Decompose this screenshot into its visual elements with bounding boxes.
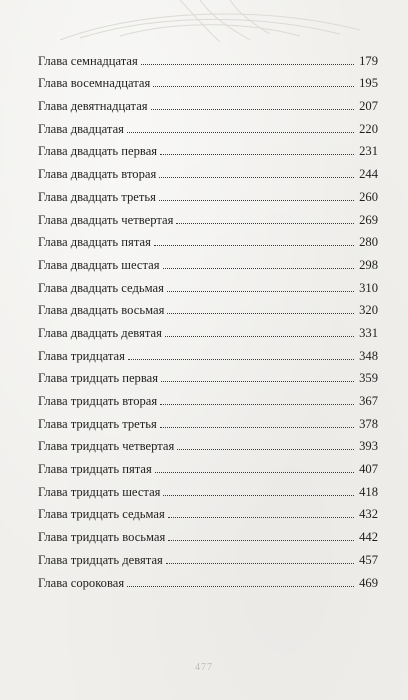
toc-entry-title: Глава девятнадцатая <box>38 99 148 114</box>
toc-entry-page-number: 418 <box>359 484 378 499</box>
dot-leader <box>167 313 354 314</box>
dot-leader <box>168 540 354 541</box>
toc-entry-page-number: 207 <box>359 99 378 114</box>
toc-entry[interactable] <box>38 431 378 454</box>
toc-entry-page-number: 244 <box>359 167 378 182</box>
toc-entry-page-number: 231 <box>359 144 378 159</box>
toc-entry[interactable] <box>38 204 378 227</box>
decorative-feather-ornament <box>0 0 408 42</box>
toc-entry-page-number: 457 <box>359 552 378 567</box>
toc-entry[interactable] <box>38 340 378 363</box>
dot-leader <box>128 359 354 360</box>
dot-leader <box>160 404 354 405</box>
toc-entry[interactable] <box>38 521 378 544</box>
toc-entry-page-number: 359 <box>359 371 378 386</box>
dot-leader <box>160 154 354 155</box>
toc-entry[interactable] <box>38 181 378 204</box>
toc-entry-title: Глава сороковая <box>38 575 125 590</box>
toc-entry-title: Глава тридцать третья <box>38 416 157 431</box>
toc-entry-page-number: 220 <box>359 121 378 136</box>
toc-entry[interactable] <box>38 317 378 340</box>
toc-entry-page-number: 320 <box>359 303 378 318</box>
dot-leader <box>155 472 354 473</box>
toc-entry-page-number: 195 <box>359 76 378 91</box>
dot-leader <box>168 517 354 518</box>
toc-entry-title: Глава тридцать девятая <box>38 552 163 567</box>
toc-entry-title: Глава двадцать третья <box>38 189 156 204</box>
dot-leader <box>160 427 354 428</box>
dot-leader <box>163 495 354 496</box>
toc-entry-page-number: 260 <box>359 189 378 204</box>
toc-entry[interactable] <box>38 272 378 295</box>
toc-entry-title: Глава тридцать первая <box>38 371 159 386</box>
toc-entry-page-number: 378 <box>359 416 378 431</box>
toc-entry[interactable] <box>38 544 378 567</box>
toc-entry-title: Глава тридцать вторая <box>38 394 158 408</box>
toc-entry-page-number: 331 <box>359 325 378 340</box>
toc-entry[interactable] <box>38 363 378 386</box>
toc-entry-title: Глава тридцать седьмая <box>38 507 165 522</box>
toc-entry-title: Глава двадцать вторая <box>38 167 157 182</box>
dot-leader <box>176 223 354 224</box>
toc-entry-title: Глава тридцать восьмая <box>38 530 166 545</box>
toc-entry[interactable] <box>38 408 378 431</box>
toc-entry-title: Глава двадцать седьмая <box>38 280 164 295</box>
dot-leader <box>163 268 354 269</box>
toc-entry-title: Глава семнадцатая <box>38 53 138 68</box>
toc-entry-title: Глава двадцать первая <box>38 144 158 159</box>
toc-entry-page-number: 432 <box>359 507 378 522</box>
table-of-contents <box>38 45 378 590</box>
toc-entry[interactable] <box>38 227 378 250</box>
toc-entry[interactable] <box>38 249 378 272</box>
dot-leader <box>165 336 354 337</box>
toc-entry[interactable] <box>38 158 378 181</box>
toc-entry-page-number: 469 <box>359 575 378 590</box>
toc-entry[interactable] <box>38 453 378 476</box>
toc-entry-page-number: 310 <box>359 280 378 295</box>
toc-entry-title: Глава двадцать восьмая <box>38 303 165 318</box>
dot-leader <box>127 132 354 133</box>
toc-entry[interactable] <box>38 90 378 113</box>
toc-entry[interactable] <box>38 113 378 136</box>
toc-entry-page-number: 367 <box>359 394 378 408</box>
toc-entry-title: Глава двадцать четвертая <box>38 212 174 227</box>
toc-entry-title: Глава тридцатая <box>38 348 125 363</box>
toc-entry[interactable] <box>38 499 378 522</box>
dot-leader <box>141 64 354 65</box>
dot-leader <box>177 449 354 450</box>
dot-leader <box>153 86 354 87</box>
toc-entry[interactable] <box>38 385 378 408</box>
toc-entry-title: Глава тридцать четвертая <box>38 439 175 454</box>
toc-entry-page-number: 179 <box>359 53 378 68</box>
toc-entry-page-number: 298 <box>359 257 378 272</box>
toc-entry-title: Глава двадцать шестая <box>38 257 160 272</box>
dot-leader <box>159 200 354 201</box>
toc-entry[interactable] <box>38 476 378 499</box>
toc-entry-page-number: 407 <box>359 462 378 477</box>
toc-entry-title: Глава двадцать пятая <box>38 235 151 250</box>
toc-entry[interactable] <box>38 295 378 318</box>
toc-entry-page-number: 269 <box>359 212 378 227</box>
toc-entry[interactable] <box>38 68 378 91</box>
dot-leader <box>127 586 354 587</box>
toc-entry-title: Глава двадцатая <box>38 121 124 136</box>
toc-entry-page-number: 280 <box>359 235 378 250</box>
dot-leader <box>151 109 354 110</box>
dot-leader <box>154 245 354 246</box>
dot-leader <box>166 563 354 564</box>
page-number: 477 <box>195 662 213 673</box>
toc-entry-title: Глава тридцать пятая <box>38 462 152 477</box>
toc-entry-title: Глава двадцать девятая <box>38 325 162 340</box>
toc-entry[interactable] <box>38 45 378 68</box>
dot-leader <box>167 291 354 292</box>
dot-leader <box>159 177 354 178</box>
toc-entry[interactable] <box>38 136 378 159</box>
dot-leader <box>161 381 354 382</box>
toc-entry-page-number: 442 <box>359 530 378 545</box>
toc-entry-page-number: 348 <box>359 348 378 363</box>
toc-entry[interactable] <box>38 567 378 590</box>
toc-entry-title: Глава восемнадцатая <box>38 76 151 91</box>
toc-entry-title: Глава тридцать шестая <box>38 484 161 499</box>
toc-entry-page-number: 393 <box>359 439 378 454</box>
